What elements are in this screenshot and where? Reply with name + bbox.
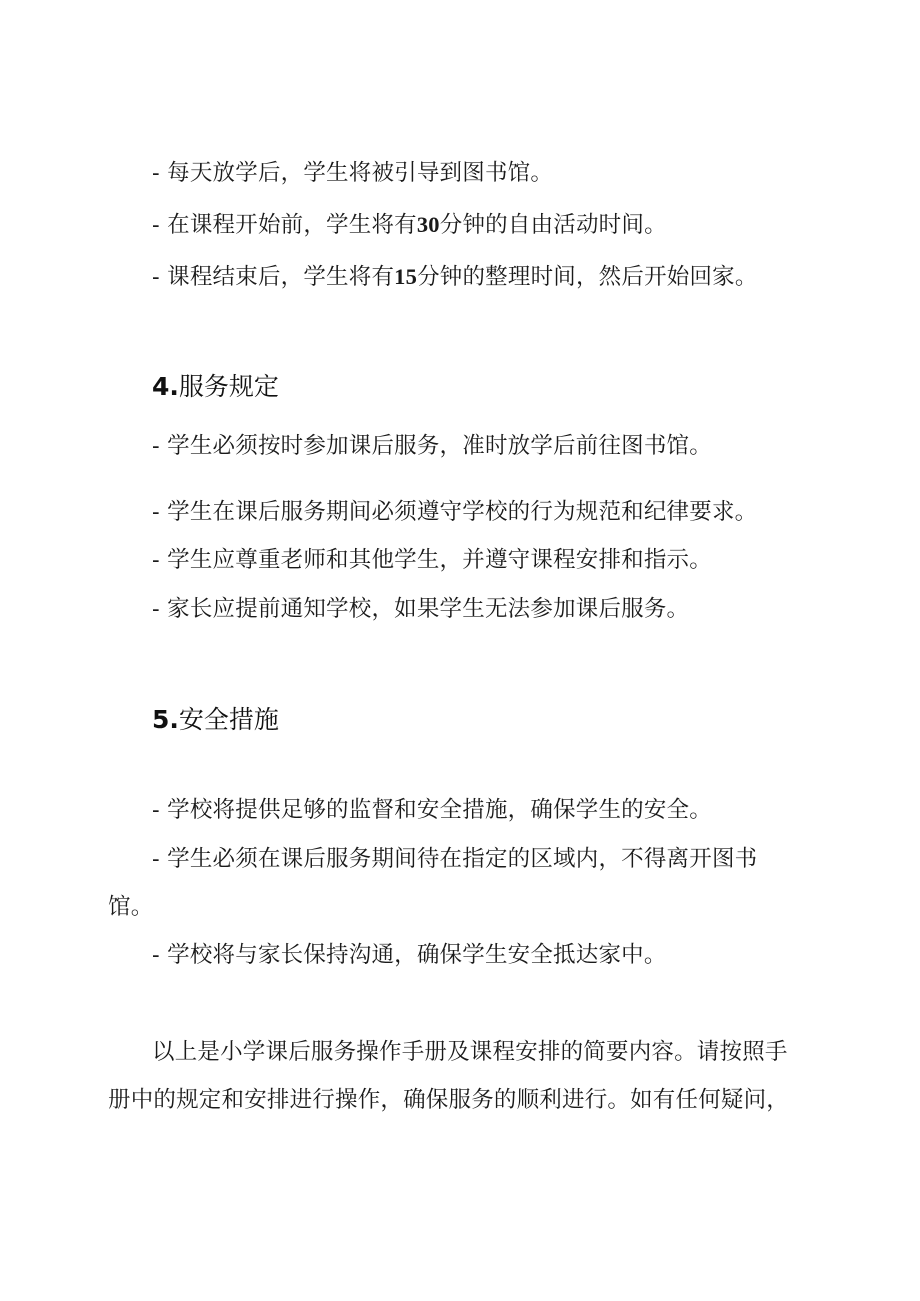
list-item-number: 30 — [416, 212, 440, 237]
list-item-text: 分钟的自由活动时间。 — [439, 212, 667, 238]
list-item: - 学生在课后服务期间必须遵守学校的行为规范和纪律要求。 — [152, 499, 758, 525]
list-item: - 学生必须在课后服务期间待在指定的区域内，不得离开图书 — [152, 846, 758, 872]
list-item: - 学生必须按时参加课后服务，准时放学后前往图书馆。 — [152, 433, 712, 459]
list-item-text: - 在课程开始前，学生将有 — [152, 212, 417, 238]
list-item-text: - 课程结束后，学生将有 — [152, 264, 395, 290]
section-number: 4. — [152, 372, 179, 401]
list-item: - 学校将提供足够的监督和安全措施，确保学生的安全。 — [152, 797, 712, 823]
conclusion-line-1: 以上是小学课后服务操作手册及课程安排的简要内容。请按照手 — [152, 1039, 788, 1065]
section-heading-service-rules — [152, 369, 279, 405]
list-item-text: 分钟的整理时间，然后开始回家。 — [417, 264, 758, 290]
section-title: 安全措施 — [178, 705, 279, 734]
section-title: 服务规定 — [178, 372, 279, 401]
list-item — [152, 209, 667, 241]
list-item: - 每天放学后，学生将被引导到图书馆。 — [152, 160, 554, 186]
conclusion-line-2: 册中的规定和安排进行操作，确保服务的顺利进行。如有任何疑问， — [108, 1087, 790, 1113]
section-heading-safety-measures — [152, 702, 279, 738]
list-item: - 学校将与家长保持沟通，确保学生安全抵达家中。 — [152, 942, 667, 968]
list-item-continuation: 馆。 — [108, 894, 154, 920]
list-item — [152, 261, 758, 293]
list-item: - 家长应提前通知学校，如果学生无法参加课后服务。 — [152, 596, 690, 622]
list-item: - 学生应尊重老师和其他学生，并遵守课程安排和指示。 — [152, 547, 712, 573]
section-number: 5. — [152, 705, 179, 734]
list-item-number: 15 — [394, 264, 418, 289]
